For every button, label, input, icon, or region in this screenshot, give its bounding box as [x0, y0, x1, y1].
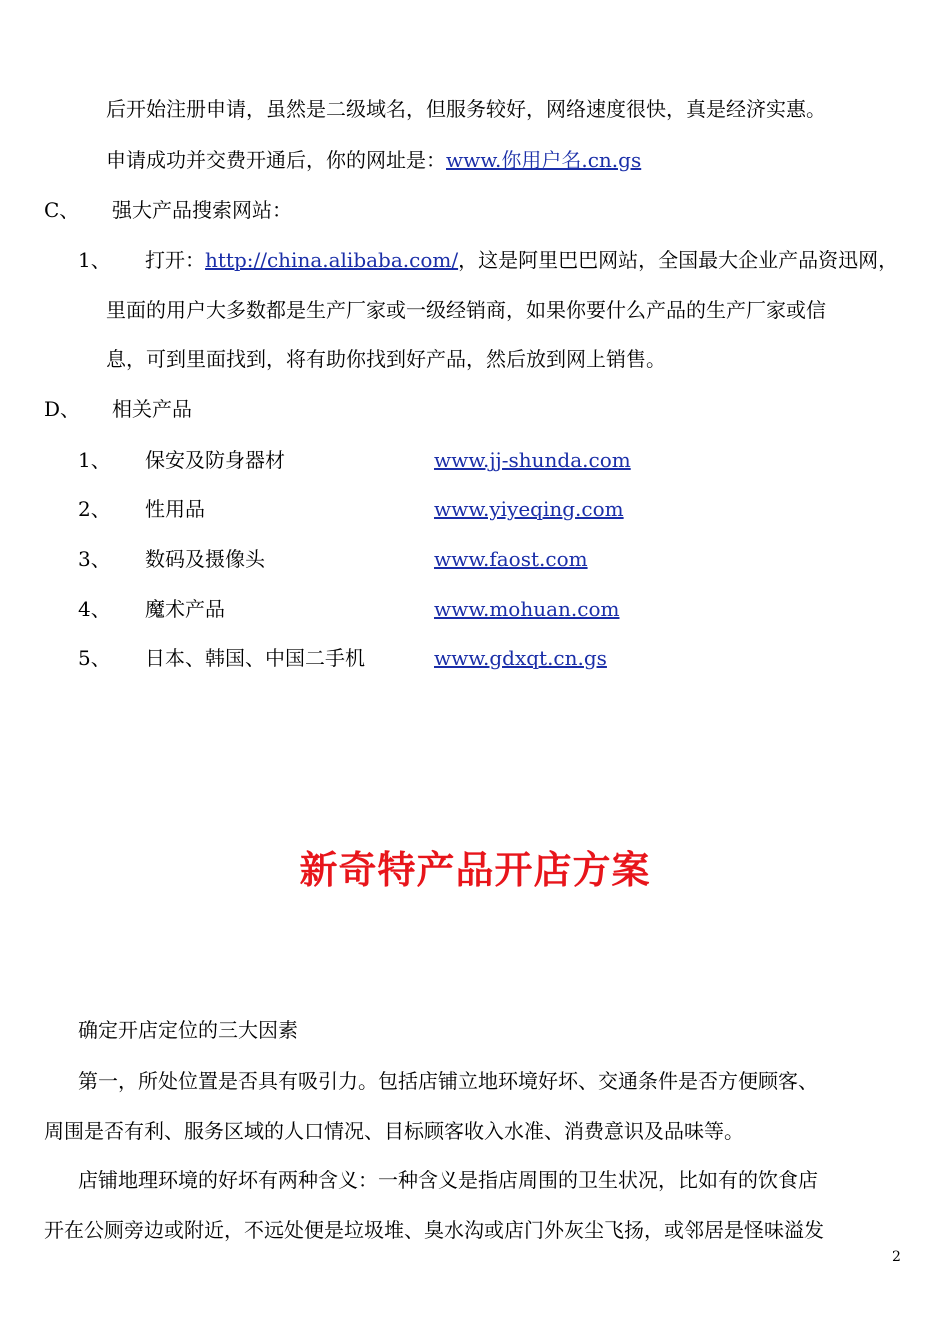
- product-link[interactable]: www.gdxqt.cn.gs: [434, 646, 607, 670]
- section-c-item-line-2: 里面的用户大多数都是生产厂家或一级经销商，如果你要什么产品的生产厂家或信: [106, 298, 826, 322]
- product-link[interactable]: www.yiyeqing.com: [434, 497, 624, 521]
- item-prefix: 打开：: [145, 248, 205, 272]
- product-link[interactable]: www.jj-shunda.com: [434, 448, 631, 472]
- section-c-heading: 强大产品搜索网站：: [112, 198, 292, 222]
- product-number: 5、: [78, 646, 111, 670]
- product-number: 1、: [78, 448, 111, 472]
- alibaba-link[interactable]: http://china.alibaba.com/: [205, 248, 459, 272]
- body-paragraph-line: 第一，所处位置是否具有吸引力。包括店铺立地环境好坏、交通条件是否方便顾客、: [78, 1069, 818, 1093]
- section-d-heading: 相关产品: [112, 397, 192, 421]
- product-number: 4、: [78, 597, 111, 621]
- product-number: 2、: [78, 497, 111, 521]
- product-number: 3、: [78, 547, 111, 571]
- item-suffix: ，这是阿里巴巴网站，全国最大企业产品资迅网，: [458, 248, 899, 272]
- section-d-label: D、: [44, 397, 81, 421]
- product-name: 日本、韩国、中国二手机: [145, 646, 365, 670]
- section-c-label: C、: [44, 198, 80, 222]
- body-paragraph-line: 周围是否有利、服务区域的人口情况、目标顾客收入水准、消费意识及品味等。: [44, 1119, 744, 1143]
- body-paragraph-line: 开在公厕旁边或附近，不远处便是垃圾堆、臭水沟或店门外灰尘飞扬，或邻居是怪味溢发: [44, 1218, 824, 1242]
- body-paragraph-line: 店铺地理环境的好坏有两种含义：一种含义是指店周围的卫生状况，比如有的饮食店: [78, 1168, 818, 1192]
- user-site-link[interactable]: www.你用户名.cn.gs: [446, 148, 642, 172]
- section-c-item-line-3: 息，可到里面找到，将有助你找到好产品，然后放到网上销售。: [106, 347, 666, 371]
- page-number: 2: [892, 1249, 901, 1265]
- product-link[interactable]: www.mohuan.com: [434, 597, 620, 621]
- section-c-item-line-1: [145, 246, 898, 274]
- page-title: 新奇特产品开店方案: [299, 847, 651, 892]
- product-name: 性用品: [145, 497, 205, 521]
- product-name: 数码及摄像头: [145, 547, 265, 571]
- intro-line-1: 后开始注册申请，虽然是二级域名，但服务较好，网络速度很快，真是经济实惠。: [106, 97, 826, 121]
- body-subheading: 确定开店定位的三大因素: [78, 1018, 298, 1042]
- intro-line-2-text: 申请成功并交费开通后，你的网址是：: [106, 148, 446, 172]
- intro-line-2: [106, 146, 641, 174]
- section-c-item-number: 1、: [78, 248, 111, 272]
- product-name: 魔术产品: [145, 597, 225, 621]
- product-link[interactable]: www.faost.com: [434, 547, 588, 571]
- product-name: 保安及防身器材: [145, 448, 285, 472]
